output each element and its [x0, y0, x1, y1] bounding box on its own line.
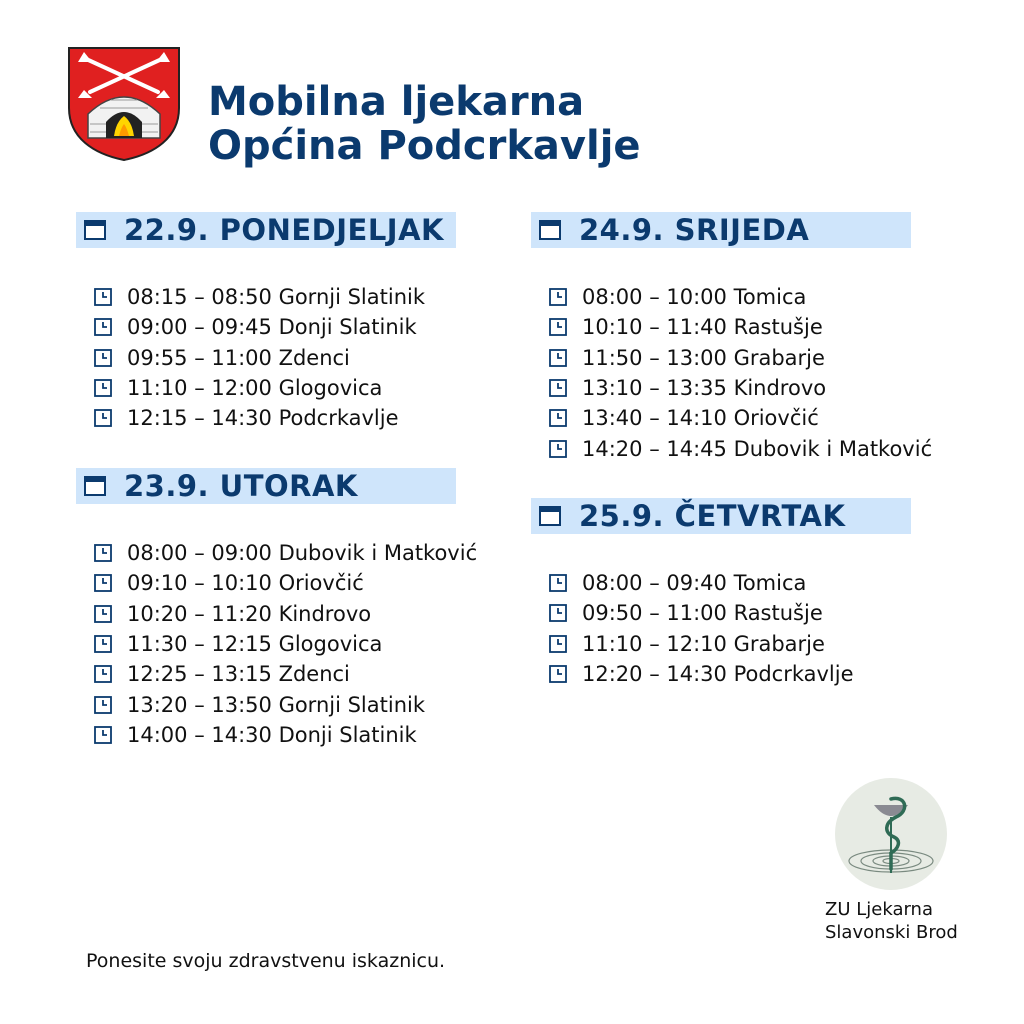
clock-icon	[549, 635, 567, 653]
schedule-text: 09:55 – 11:00 Zdenci	[127, 345, 350, 370]
schedule-text: 09:50 – 11:00 Rastušje	[582, 601, 823, 626]
schedule-item	[549, 312, 911, 342]
clock-icon	[94, 696, 112, 714]
schedule-item	[94, 538, 478, 568]
schedule-text: 09:10 – 10:10 Oriovčić	[127, 571, 364, 596]
clock-icon	[94, 379, 112, 397]
calendar-icon	[539, 219, 561, 241]
schedule-item	[94, 282, 456, 312]
schedule-item	[549, 568, 911, 598]
schedule-item	[549, 659, 911, 689]
schedule-text: 08:00 – 10:00 Tomica	[582, 285, 807, 310]
schedule-text: 10:20 – 11:20 Kindrovo	[127, 601, 372, 626]
schedule-list	[76, 282, 456, 433]
clock-icon	[94, 635, 112, 653]
day-label: 24.9. SRIJEDA	[579, 213, 810, 247]
title-line-1: Mobilna ljekarna	[208, 79, 585, 125]
clock-icon	[94, 544, 112, 562]
page-title	[208, 80, 641, 168]
schedule-text: 14:20 – 14:45 Dubovik i Matković	[582, 436, 933, 461]
clock-icon	[549, 665, 567, 683]
pharmacy-name-line-1: ZU Ljekarna	[825, 899, 933, 920]
day-label: 23.9. UTORAK	[124, 469, 358, 503]
schedule-text: 14:00 – 14:30 Donji Slatinik	[127, 722, 417, 747]
schedule-text: 12:25 – 13:15 Zdenci	[127, 662, 350, 687]
clock-icon	[549, 409, 567, 427]
schedule-item	[549, 373, 911, 403]
schedule-text: 09:00 – 09:45 Donji Slatinik	[127, 315, 417, 340]
schedule-item	[94, 373, 456, 403]
clock-icon	[94, 605, 112, 623]
clock-icon	[549, 574, 567, 592]
schedule-text: 11:30 – 12:15 Glogovica	[127, 632, 383, 657]
schedule-item	[94, 720, 456, 750]
calendar-icon	[84, 475, 106, 497]
calendar-icon	[84, 219, 106, 241]
schedule-list	[76, 538, 478, 750]
schedule-list	[531, 282, 933, 464]
pharmacy-name	[825, 898, 958, 944]
schedule-text: 11:10 – 12:00 Glogovica	[127, 376, 383, 401]
schedule-item	[94, 403, 456, 433]
day-section-monday	[76, 212, 456, 433]
schedule-text: 08:15 – 08:50 Gornji Slatinik	[127, 285, 426, 310]
day-section-wednesday	[531, 212, 933, 464]
clock-icon	[94, 665, 112, 683]
schedule-item	[94, 629, 456, 659]
schedule-text: 11:50 – 13:00 Grabarje	[582, 345, 825, 370]
bowl-of-hygieia-icon	[834, 777, 948, 891]
clock-icon	[549, 288, 567, 306]
schedule-text: 12:20 – 14:30 Podcrkavlje	[582, 662, 854, 687]
clock-icon	[94, 349, 112, 367]
schedule-item	[94, 568, 456, 598]
schedule-text: 08:00 – 09:00 Dubovik i Matković	[127, 541, 478, 566]
clock-icon	[549, 349, 567, 367]
clock-icon	[549, 604, 567, 622]
day-header	[76, 212, 456, 248]
day-header	[531, 212, 911, 248]
schedule-list	[531, 568, 911, 689]
clock-icon	[549, 440, 567, 458]
clock-icon	[94, 726, 112, 744]
schedule-text: 11:10 – 12:10 Grabarje	[582, 631, 825, 656]
footer-note: Ponesite svoju zdravstvenu iskaznicu.	[86, 950, 446, 972]
day-section-tuesday	[76, 468, 478, 750]
schedule-text: 13:10 – 13:35 Kindrovo	[582, 376, 827, 401]
schedule-item	[94, 599, 456, 629]
calendar-icon	[539, 505, 561, 527]
schedule-text: 10:10 – 11:40 Rastušje	[582, 315, 823, 340]
schedule-item	[549, 343, 911, 373]
pharmacy-name-line-2: Slavonski Brod	[825, 922, 958, 943]
clock-icon	[94, 574, 112, 592]
schedule-item	[549, 598, 911, 628]
schedule-item	[549, 433, 933, 463]
schedule-item	[94, 312, 456, 342]
day-header	[76, 468, 456, 504]
schedule-item	[549, 403, 911, 433]
coat-of-arms-icon	[66, 46, 182, 162]
schedule-item	[549, 282, 911, 312]
schedule-text: 13:40 – 14:10 Oriovčić	[582, 406, 819, 431]
schedule-item	[549, 629, 911, 659]
day-label: 22.9. PONEDJELJAK	[124, 213, 445, 247]
clock-icon	[549, 379, 567, 397]
clock-icon	[94, 288, 112, 306]
schedule-item	[94, 659, 456, 689]
schedule-item	[94, 343, 456, 373]
schedule-text: 08:00 – 09:40 Tomica	[582, 571, 807, 596]
schedule-text: 12:15 – 14:30 Podcrkavlje	[127, 406, 399, 431]
schedule-item	[94, 689, 456, 719]
day-section-thursday	[531, 498, 911, 689]
clock-icon	[549, 318, 567, 336]
day-header	[531, 498, 911, 534]
clock-icon	[94, 318, 112, 336]
schedule-text: 13:20 – 13:50 Gornji Slatinik	[127, 692, 426, 717]
clock-icon	[94, 409, 112, 427]
title-line-2: Općina Podcrkavlje	[208, 123, 641, 169]
day-label: 25.9. ČETVRTAK	[579, 499, 846, 533]
